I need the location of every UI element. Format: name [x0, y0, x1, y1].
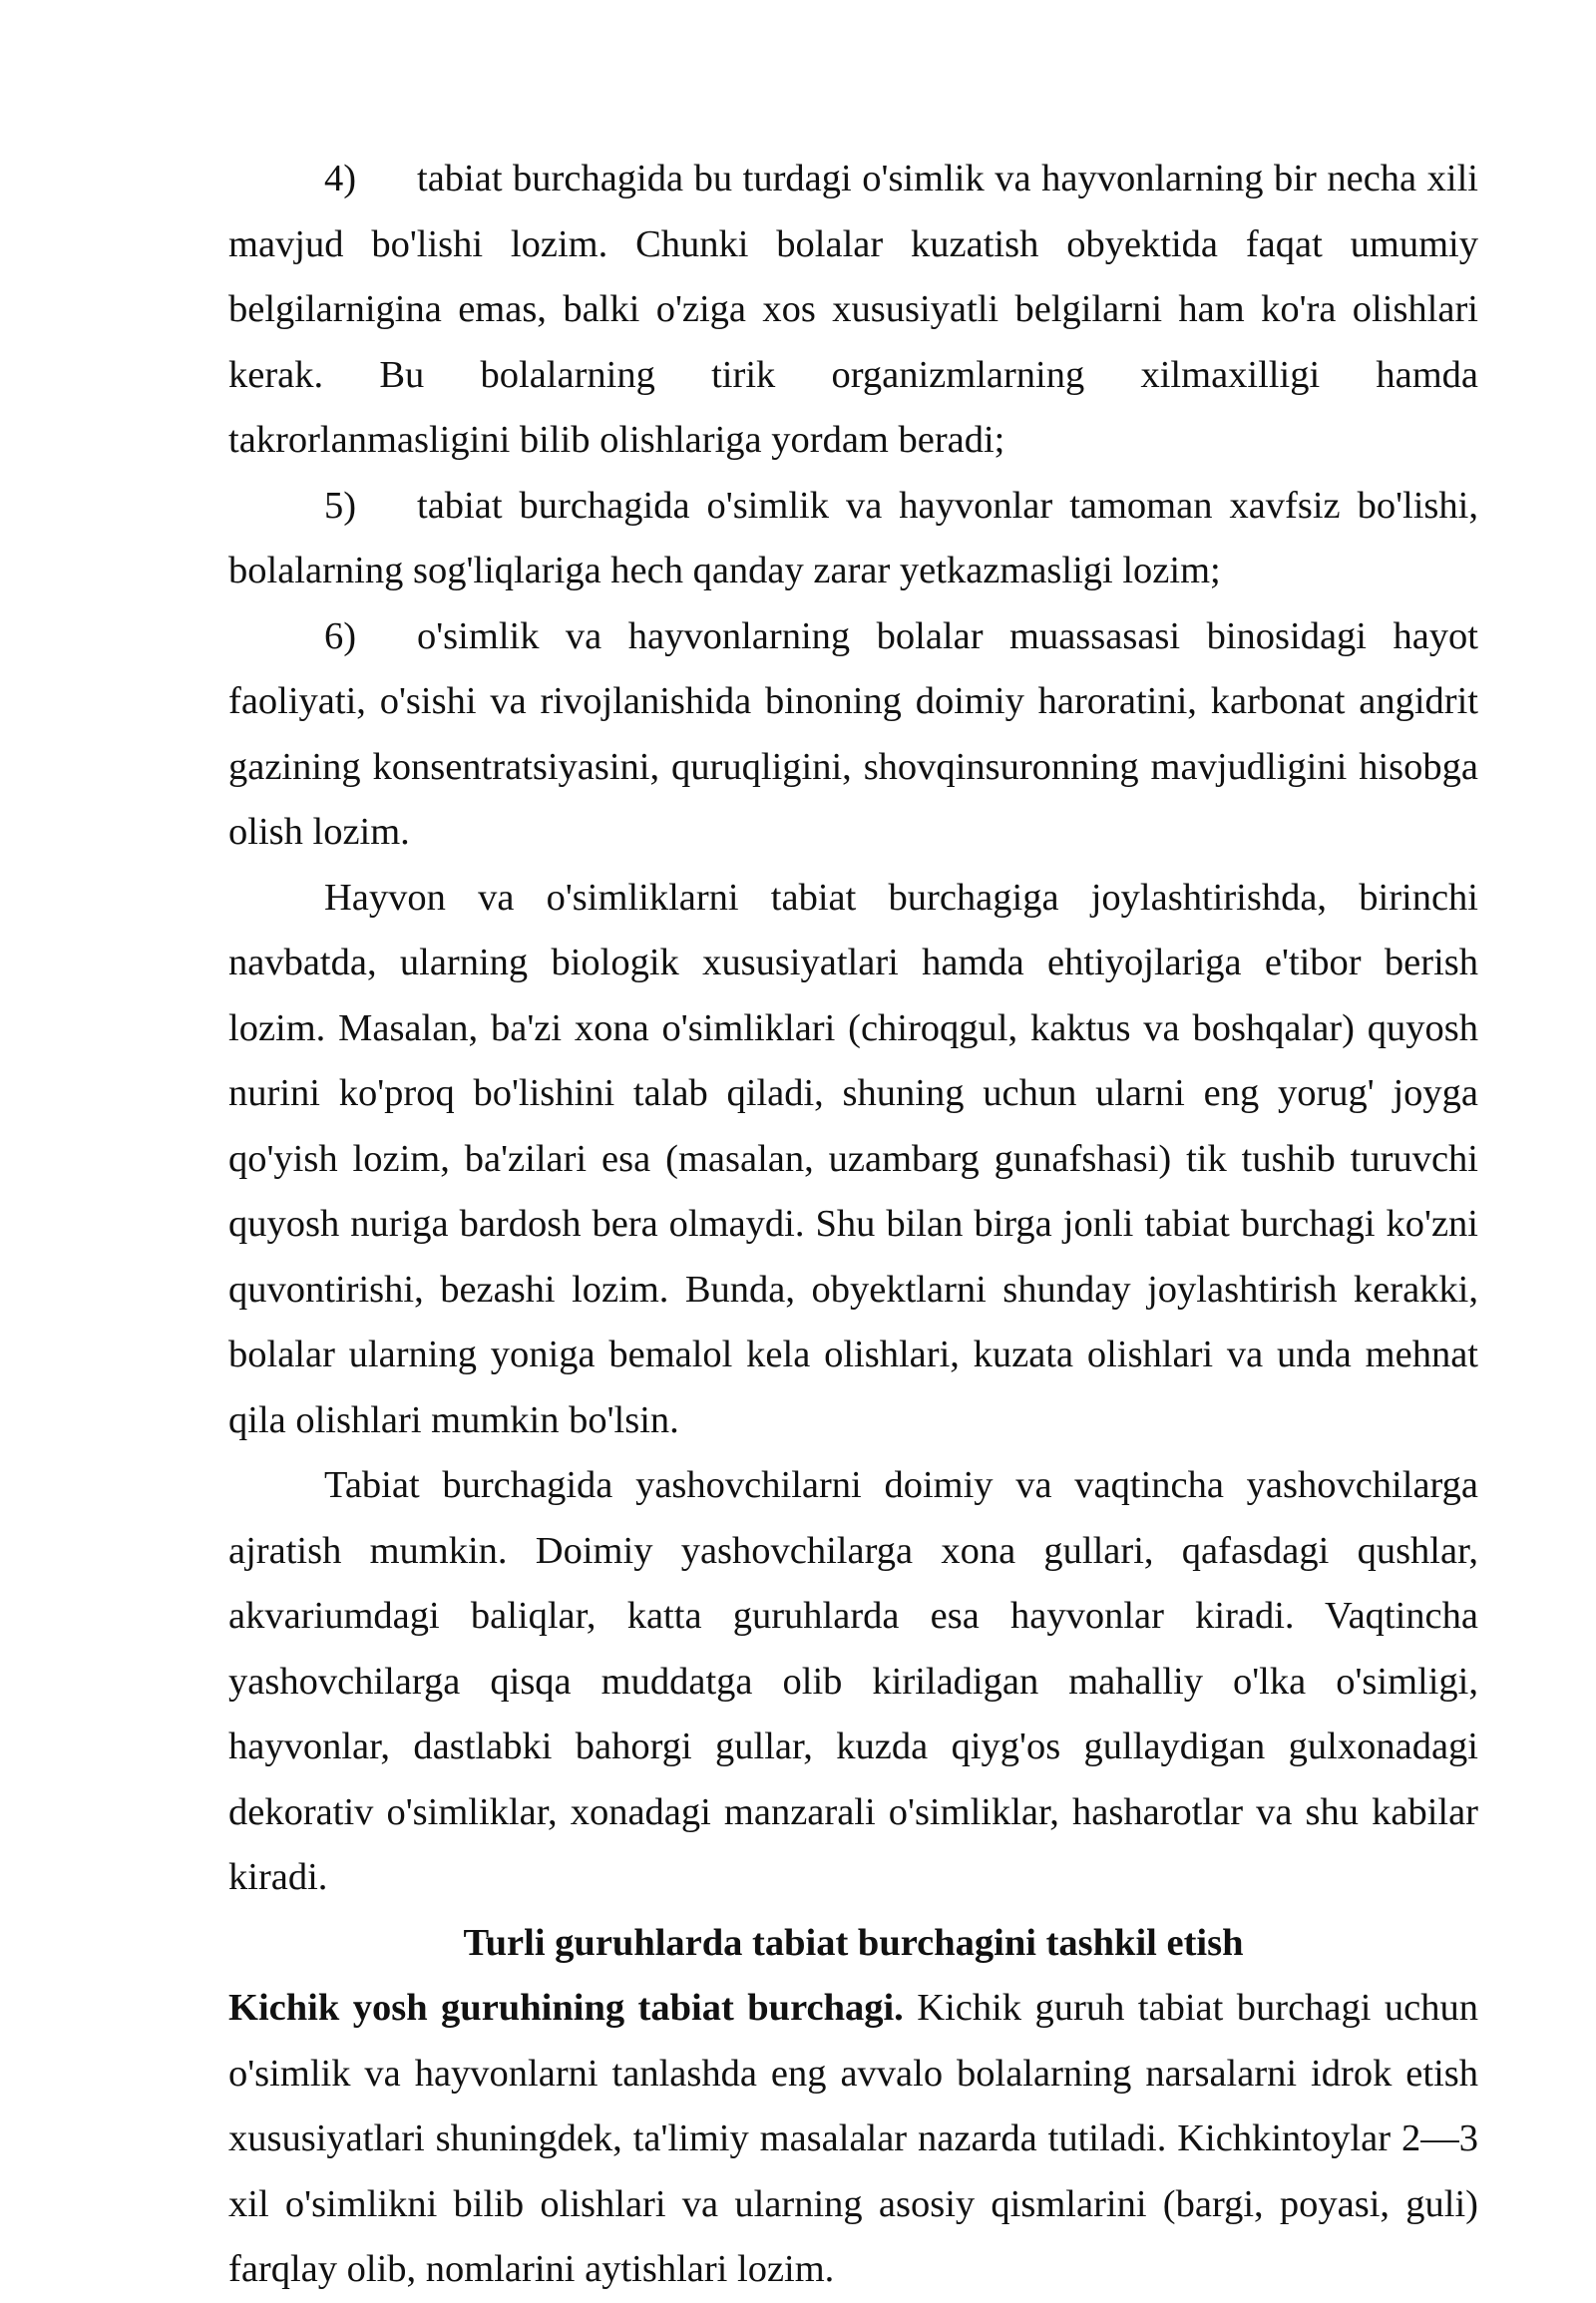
section-text: Kichik guruh tabiat burchagi uchun o'simlik va hayvonlarni tanlashda eng avvalo bolalarning narsalarni idrok etish xususiyatlari shuningdek, ta'limiy masalalar nazarda tutiladi. Kichkintoylar 2—3 xil o'simlikni bilib olishlari va ularning asosiy qismlarini (bargi, poyasi, guli) farqlay olib, nomlarini aytishlari lozim. — [228, 1987, 1478, 2290]
list-number: 6) — [324, 614, 357, 657]
paragraph-placement: Hayvon va o'simliklarni tabiat burchagiga joylashtirishda, birinchi navbatda, ularning biologik xususiyatlari hamda ehtiyojlariga e'tibor berish lozim. Masalan, ba'zi xona o'simliklari (chiroqgul, kaktus va boshqalar) quyosh nurini ko'proq bo'lishini talab qiladi, shuning uchun ularni eng yorug' joyga qo'yish lozim, ba'zilari esa (masalan, uzambarg gunafshasi) tik tushib turuvchi quyosh nuriga bardosh bera olmaydi. Shu bilan birga jonli tabiat burchagi ko'zni quvontirishi, bezashi lozim. Bunda, obyektlarni shunday joylashtirish kerakki, bolalar ularning yoniga bemalol kela olishlari, kuzata olishlari va unda mehnat qila olishlari mumkin bo'lsin. — [228, 876, 1478, 1441]
paragraph-inhabitants: Tabiat burchagida yashovchilarni doimiy va vaqtincha yashovchilarga ajratish mumkin. Doimiy yashovchilarga xona gullari, qafasdagi qushlar, akvariumdagi baliqlar, katta guruhlarda esa hayvonlar kiradi. Vaqtincha yashovchilarga qisqa muddatga olib kiriladigan mahalliy o'lka o'simligi, hayvonlar, dastlabki bahorgi gullar, kuzda qiyg'os gullaydigan gulxonadagi dekorativ o'simliklar, xonadagi manzarali o'simliklar, hasharotlar va shu kabilar kiradi. — [228, 1464, 1478, 1898]
list-item-text: o'simlik va hayvonlarning bolalar muassasasi binosidagi hayot faoliyati, o'sishi va rivojlanishida binoning doimiy haroratini, karbonat angidrit gazining konsentratsiyasini, quruqligini, shovqinsuronning mavjudligini hisobga olish lozim. — [228, 614, 1478, 853]
paragraph-young-group — [228, 1976, 1478, 2303]
list-item-4 — [228, 147, 1478, 474]
list-number: 5) — [324, 484, 357, 527]
list-number: 4) — [324, 158, 357, 199]
list-item-text: tabiat burchagida bu turdagi o'simlik va hayvonlarning bir necha xili mavjud bo'lishi lozim. Chunki bolalar kuzatish obyektida faqat umumiy belgilarnigina emas, balki o'ziga xos xususiyatli belgilarni ham ko'ra olishlari kerak. Bu bolalarning tirik organizmlarning xilmaxilligi hamda takrorlanmasligini bilib olishlariga yordam beradi; — [228, 158, 1478, 461]
section-heading: Turli guruhlarda tabiat burchagini tashkil etish — [463, 1921, 1244, 1964]
list-item-text: tabiat burchagida o'simlik va hayvonlar tamoman xavfsiz bo'lishi, bolalarning sog'liqlariga hech qanday zarar yetkazmasligi lozim; — [228, 484, 1478, 591]
section-lead: Kichik yosh guruhining tabiat burchagi. — [228, 1987, 904, 2029]
document-page — [228, 147, 1478, 2303]
list-item-5 — [228, 474, 1478, 604]
list-item-6 — [228, 604, 1478, 866]
